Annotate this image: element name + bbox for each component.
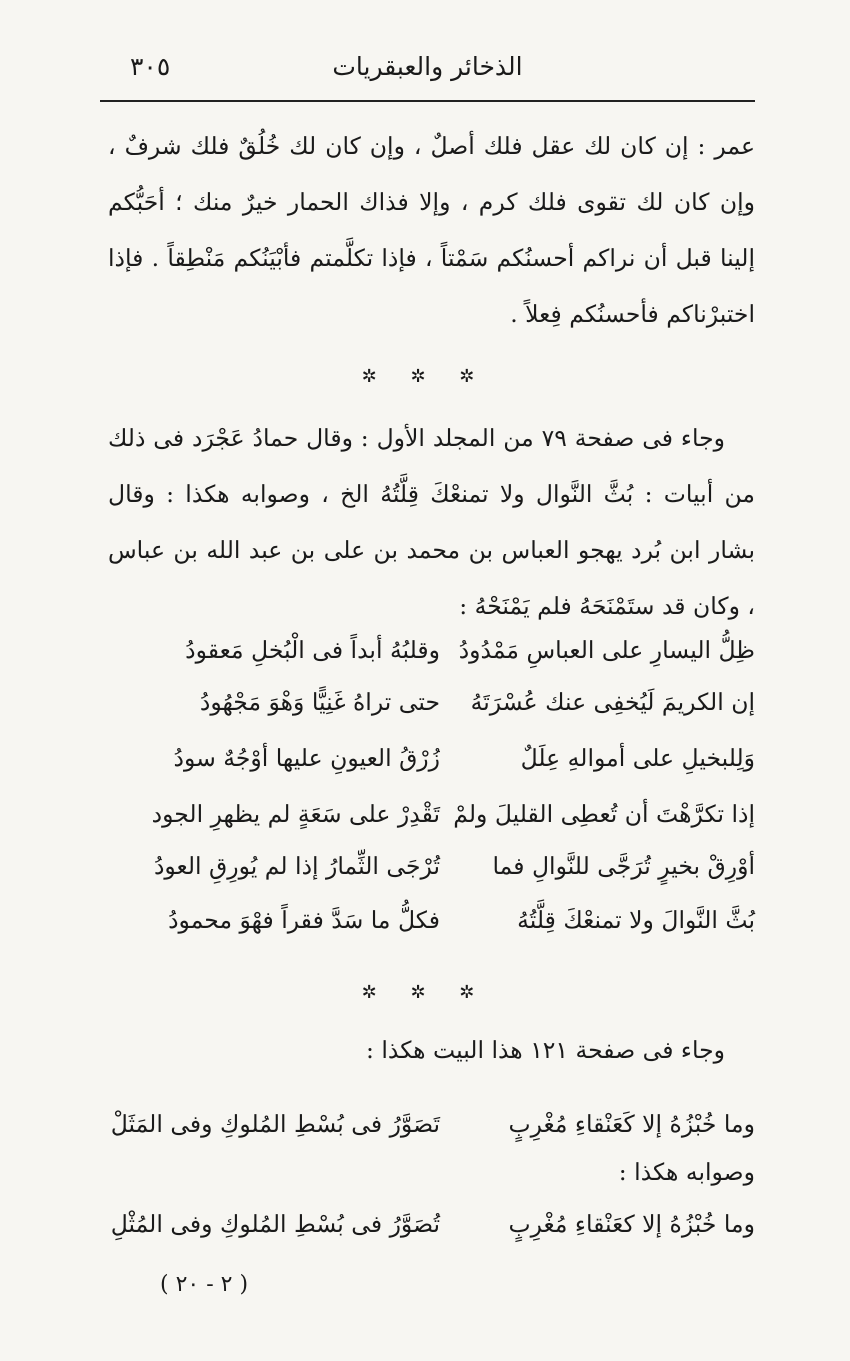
verse-corrected — [110, 1210, 755, 1254]
header-rule — [100, 100, 755, 102]
verse-first-hemistich: إن الكريمَ لَيُخفِى عنك عُسْرَتَهُ — [470, 688, 755, 716]
paragraph-correction-vol1: وجاء فى صفحة ٧٩ من المجلد الأول : وقال حمادُ عَجْرَد فى ذلك من أبيات : بُثَّ النَّوال ولا تمنعْكَ قِلَّتُهُ الخ ، وصوابه هكذا : وقال بشار ابن بُرد يهجو العباس بن محمد بن على بن عبد الله بن عباس ، وكان قد ستَمْنَحَهُ فلم يَمْنَحْهُ : — [108, 424, 755, 620]
verse-second-hemistich: تُصَوَّرُ فى بُسْطِ المُلوكِ وفى المُثْلِ — [110, 1210, 440, 1238]
paragraph-correction-p121: وجاء فى صفحة ١٢١ هذا البيت هكذا : — [365, 1036, 725, 1064]
verse-first-hemistich: وما خُبْزُهُ إلا كَعَنْقاءِ مُغْرِبٍ — [508, 1110, 755, 1138]
paragraph-umar-saying: عمر : إن كان لك عقل فلك أصلٌ ، وإن كان لك خُلُقٌ فلك شرفٌ ، وإن كان لك تقوى فلك كرم ، وإلا فذاك الحمار خيرٌ منك ؛ أحَبُّكم إلينا قبل أن نراكم أحسنُكم سَمْتاً ، فإذا تكلَّمتم فأبْيَنُكم مَنْطِقاً . فإذا اختبرْناكم فأحسنُكم فِعلاً . — [108, 132, 755, 328]
section-separator: ✲ ✲ ✲ — [361, 982, 489, 1003]
poem-verse — [150, 906, 755, 950]
verse-first-hemistich: بُثَّ النَّوالَ ولا تمنعْكَ قِلَّتُهُ — [517, 906, 755, 934]
verse-first-hemistich: إذا تكرَّهْتَ أن تُعطِى القليلَ ولمْ — [453, 800, 755, 828]
signature-mark: ( ٢ - ٢٠ ) — [160, 1272, 249, 1297]
poem-verse — [150, 852, 755, 896]
poem-verse — [150, 744, 755, 788]
verse-first-hemistich: أوْرِقْ بخيرٍ تُرَجَّى للنَّوالِ فما — [492, 852, 755, 880]
page-number: ٣٠٥ — [130, 52, 171, 81]
verse-second-hemistich: تَصَوَّرُ فى بُسْطِ المُلوكِ وفى المَثَلْ — [110, 1110, 440, 1138]
poem-verse — [150, 636, 755, 680]
section-separator: ✲ ✲ ✲ — [361, 366, 489, 387]
running-title: الذخائر والعبقريات — [332, 52, 523, 81]
verse-second-hemistich: تَقْدِرْ على سَعَةٍ لم يظهرِ الجود — [151, 800, 440, 828]
verse-second-hemistich: تُرْجَى الثِّمارُ إذا لم يُورِقِ العودُ — [153, 852, 440, 880]
verse-first-hemistich: وما خُبْزُهُ إلا كعَنْقاءِ مُغْرِبٍ — [508, 1210, 755, 1238]
verse-as-printed — [110, 1110, 755, 1154]
poem-verse — [150, 688, 755, 732]
paragraph-correct-version-label: وصوابه هكذا : — [618, 1158, 755, 1186]
verse-second-hemistich: زُرْقُ العيونِ عليها أوْجُهٌ سودُ — [173, 744, 440, 772]
verse-second-hemistich: وقلبُهُ أبداً فى الْبُخلِ مَعقودُ — [185, 636, 440, 664]
verse-first-hemistich: وَلِلبخيلِ على أموالهِ عِلَلٌ — [520, 744, 755, 772]
page-header — [100, 48, 755, 100]
verse-first-hemistich: ظِلُّ اليسارِ على العباسِ مَمْدُودُ — [458, 636, 755, 664]
poem-verse — [150, 800, 755, 844]
verse-second-hemistich: حتى تراهُ غَنِيًّا وَهْوَ مَجْهُودُ — [199, 688, 440, 716]
verse-second-hemistich: فكلُّ ما سَدَّ فقراً فهْوَ محمودُ — [168, 906, 440, 934]
